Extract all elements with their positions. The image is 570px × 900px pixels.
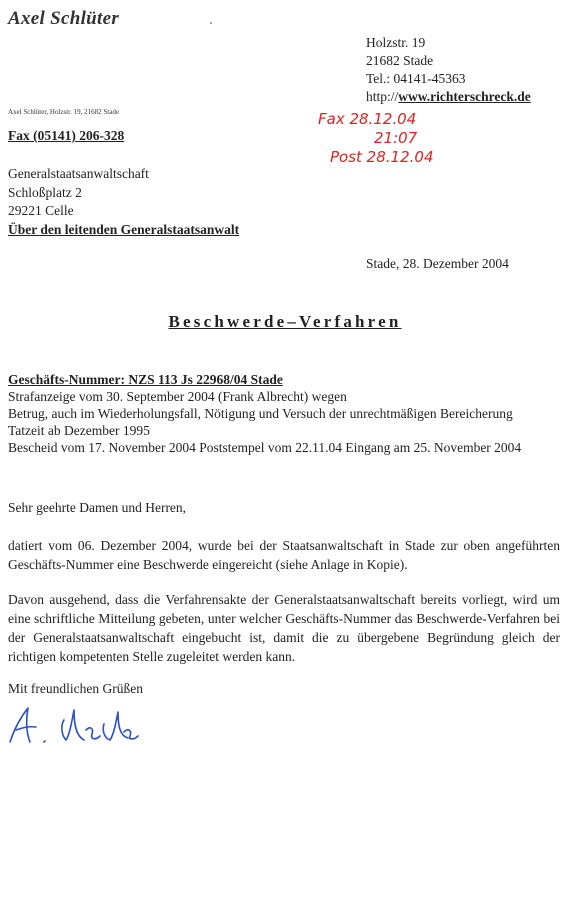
website-link: www.richterschreck.de: [398, 89, 531, 104]
recipient-address: [8, 165, 239, 239]
handwritten-fax-date: Fax 28.12.04: [318, 110, 417, 128]
case-line: Tatzeit ab Dezember 1995: [8, 423, 150, 438]
recipient-street: Schloßplatz 2: [8, 184, 82, 200]
letterhead-name: Axel Schlüter: [8, 8, 120, 29]
case-line: Betrug, auch im Wiederholungsfall, Nötigung und Versuch der unrechtmäßigen Bereicherung: [8, 406, 513, 421]
handwritten-note: [318, 110, 433, 167]
scan-speck: [210, 22, 212, 24]
closing: Mit freundlichen Grüßen: [8, 681, 143, 696]
letter-title: Beschwerde–Verfahren: [168, 312, 402, 331]
recipient-name: Generalstaatsanwaltschaft: [8, 166, 149, 181]
website-prefix: http://: [366, 89, 399, 104]
case-line: Strafanzeige vom 30. September 2004 (Frank Albrecht) wegen: [8, 389, 347, 404]
address-street: Holzstr. 19: [366, 35, 426, 50]
case-block: [8, 371, 521, 456]
letter-date: Stade, 28. Dezember 2004: [366, 256, 509, 271]
paragraph-1: datiert vom 06. Dezember 2004, wurde bei der Staatsanwaltschaft in Stade zur oben angeführten Geschäfts-Nummer eine Beschwerde eingereicht (siehe Anlage in Kopie).: [8, 538, 560, 572]
fax-number: Fax (05141) 206-328: [8, 128, 125, 143]
case-reference: Geschäfts-Nummer: NZS 113 Js 22968/04 Stade: [8, 372, 283, 387]
recipient-via: Über den leitenden Generalstaatsanwalt: [8, 221, 240, 237]
handwritten-post-date: Post 28.12.04: [330, 148, 434, 166]
sender-address-block: [366, 34, 531, 106]
address-website: [366, 88, 531, 106]
salutation: Sehr geehrte Damen und Herren,: [8, 500, 187, 515]
paragraph-2: Davon ausgehend, dass die Verfahrensakte der Generalstaatsanwaltschaft bereits vorliegt, wird um eine schriftliche Mitteilung gebeten, unter welcher Geschäfts-Nummer das Beschwerde-Verfahren bei der Generalstaatsanwaltschaft eingebucht ist, damit die zu übergebene Begründung gleich der richtigen kompetenten Stelle zugeleitet werden kann.: [8, 592, 560, 664]
signature-image: [4, 690, 144, 750]
recipient-city: 29221 Celle: [8, 203, 74, 218]
address-phone: Tel.: 04141-45363: [366, 71, 466, 86]
handwritten-fax-time: 21:07: [374, 129, 418, 147]
address-city: 21682 Stade: [366, 53, 434, 68]
sender-return-line: Axel Schlüter, Holzstr. 19, 21682 Stade: [8, 108, 119, 116]
case-line: Bescheid vom 17. November 2004 Poststempel vom 22.11.04 Eingang am 25. November 2004: [8, 440, 522, 455]
